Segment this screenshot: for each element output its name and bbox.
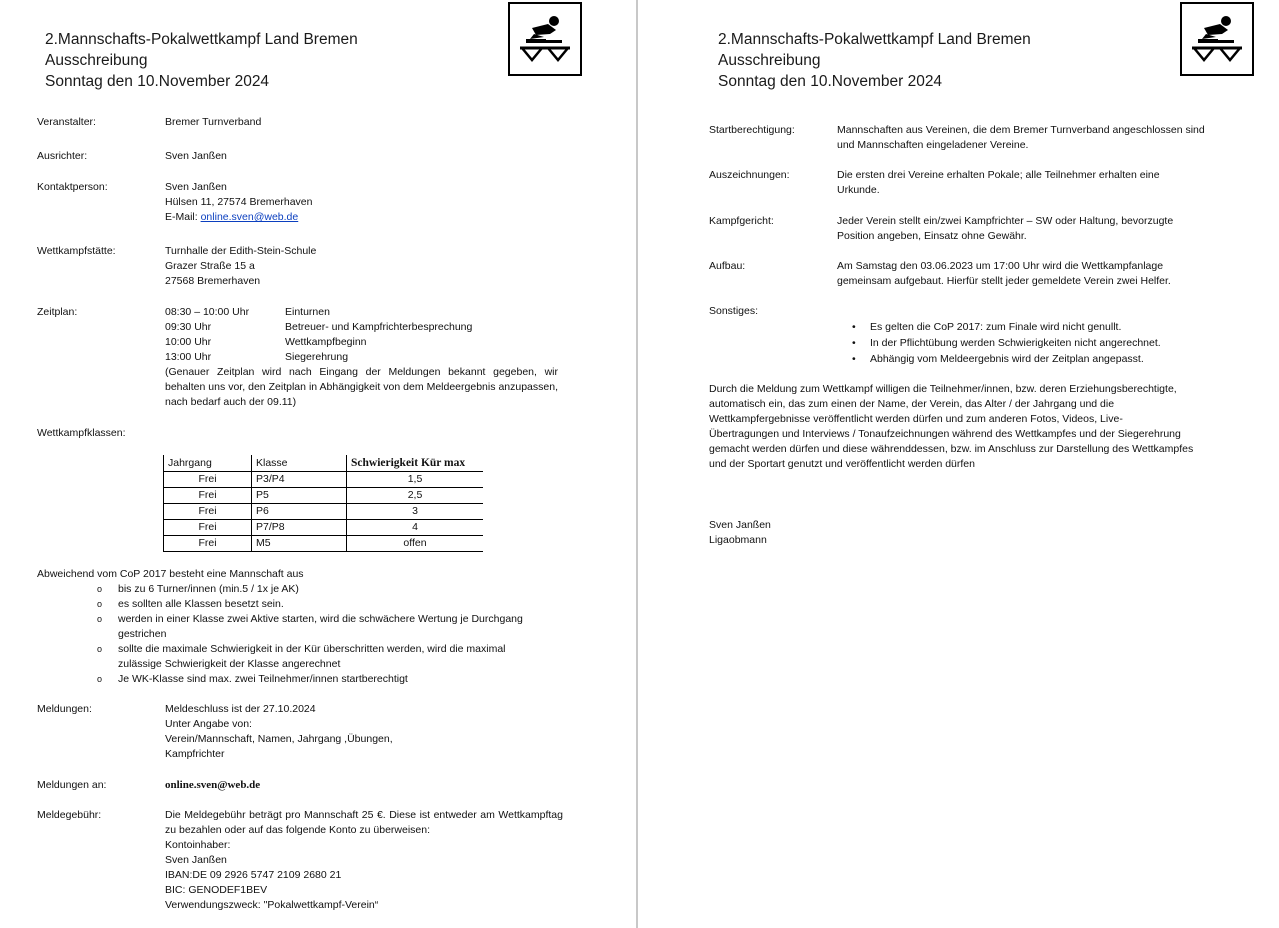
venue-street: Grazer Straße 15 a — [165, 260, 255, 272]
bullet-icon: • — [852, 353, 856, 365]
text-line: gemacht werden dürfen und diese währenddessen, bzw. im Anschluss zur Darstellung des Wettkampfes — [709, 443, 1194, 455]
schedule-event: Wettkampfbeginn — [285, 336, 367, 348]
table-cell: P5 — [252, 488, 347, 504]
value-ausrichter: Sven Janßen — [165, 150, 227, 162]
list-item — [97, 642, 537, 672]
iban: IBAN:DE 09 2926 5747 2109 2680 21 — [165, 869, 342, 881]
text-line: automatisch ein, das zum einen der Name, der Verein, das Alter / der Jahrgang und die — [709, 398, 1115, 410]
label-auszeichnungen: Auszeichnungen: — [709, 169, 790, 181]
table-cell: P7/P8 — [252, 520, 347, 536]
table-header-cell: Jahrgang — [164, 455, 252, 472]
page-header — [718, 29, 1031, 92]
trampoline-logo — [1180, 2, 1254, 76]
trampoline-icon — [510, 4, 580, 74]
label-kampfgericht: Kampfgericht: — [709, 215, 774, 227]
list-item — [848, 319, 1248, 335]
list-item-text: bis zu 6 Turner/innen (min.5 / 1x je AK) — [118, 583, 299, 595]
list-item-text: werden in einer Klasse zwei Aktive starten, wird die schwächere Wertung je Durchgang gestrichen — [118, 613, 523, 640]
list-item — [848, 351, 1248, 367]
schedule-time: 09:30 Uhr — [165, 321, 212, 333]
signature-name: Sven Janßen — [709, 519, 771, 531]
label-kontaktperson: Kontaktperson: — [37, 181, 108, 193]
text-line: Urkunde. — [837, 184, 880, 196]
value-meldegebuehr — [165, 808, 563, 913]
text-line: gemeinsam aufgebaut. Hierfür stellt jeder gemeldete Verein zwei Helfer. — [837, 275, 1171, 287]
page-header — [45, 29, 358, 92]
label-zeitplan: Zeitplan: — [37, 306, 78, 318]
label-aufbau: Aufbau: — [709, 260, 746, 272]
table-row — [164, 472, 484, 488]
registration-deadline: Meldeschluss ist der 27.10.2024 — [165, 703, 316, 715]
venue-city: 27568 Bremerhaven — [165, 275, 261, 287]
trampoline-icon — [1182, 4, 1252, 74]
account-holder-label: Kontoinhaber: — [165, 839, 231, 851]
header-date: Sonntag den 10.November 2024 — [718, 73, 943, 90]
email-prefix: E-Mail: — [165, 211, 201, 223]
list-item-text: In der Pflichtübung werden Schwierigkeiten nicht angerechnet. — [870, 337, 1161, 349]
value-startberechtigung — [837, 123, 1205, 153]
label-wettkampfklassen: Wettkampfklassen: — [37, 427, 126, 439]
text-line: Jeder Verein stellt ein/zwei Kampfrichter – SW oder Haltung, bevorzugte — [837, 215, 1174, 227]
label-meldungen: Meldungen: — [37, 703, 92, 715]
list-item-text: es sollten alle Klassen besetzt sein. — [118, 598, 284, 610]
circle-bullet-icon: o — [97, 614, 103, 624]
contact-email-line — [165, 210, 312, 225]
value-kampfgericht — [837, 214, 1173, 244]
text-line: Wettkampfergebnisse veröffentlicht werden dürfen und zum anderen Fotos, Videos, Live- — [709, 413, 1123, 425]
registration-email: online.sven@web.de — [165, 779, 261, 791]
contact-name: Sven Janßen — [165, 181, 227, 193]
label-meldegebuehr: Meldegebühr: — [37, 809, 102, 821]
account-holder-name: Sven Janßen — [165, 854, 227, 866]
list-item-text: Je WK-Klasse sind max. zwei Teilnehmer/innen startberechtigt — [118, 673, 408, 685]
table-cell: Frei — [164, 520, 252, 536]
schedule-row — [165, 305, 558, 320]
schedule-note: (Genauer Zeitplan wird nach Eingang der Meldungen bekannt gegeben, wir behalten uns vor, den Zeitplan in Abhängigkeit von dem Meldeergebnis anzupassen, nach bedarf auch der 09.11) — [165, 366, 558, 408]
table-cell: 2,5 — [347, 488, 484, 504]
list-item-text: sollte die maximale Schwierigkeit in der Kür überschritten werden, wird die maximal zulässige Schwierigkeit der Klasse angerechnet — [118, 643, 506, 670]
header-date: Sonntag den 10.November 2024 — [45, 73, 270, 90]
circle-bullet-icon: o — [97, 644, 103, 654]
value-auszeichnungen — [837, 168, 1160, 198]
value-veranstalter: Bremer Turnverband — [165, 116, 262, 128]
circle-bullet-icon: o — [97, 584, 103, 594]
table-cell: P6 — [252, 504, 347, 520]
email-link[interactable]: online.sven@web.de — [200, 211, 299, 223]
header-subtitle: Ausschreibung — [45, 52, 148, 69]
registration-hint: Unter Angabe von: — [165, 718, 252, 730]
table-row — [164, 520, 484, 536]
list-item — [97, 612, 537, 642]
list-item-text: Abhängig vom Meldeergebnis wird der Zeitplan angepasst. — [870, 353, 1144, 365]
label-meldungen-an: Meldungen an: — [37, 779, 107, 791]
trampoline-logo — [508, 2, 582, 76]
table-cell: M5 — [252, 536, 347, 552]
table-cell: offen — [347, 536, 484, 552]
value-aufbau — [837, 259, 1171, 289]
table-cell: Frei — [164, 536, 252, 552]
schedule — [165, 305, 558, 410]
schedule-row — [165, 350, 558, 365]
document-page-2 — [638, 0, 1279, 928]
schedule-event: Siegerehrung — [285, 351, 349, 363]
schedule-event: Betreuer- und Kampfrichterbesprechung — [285, 321, 473, 333]
circle-bullet-icon: o — [97, 599, 103, 609]
classes-table — [163, 455, 483, 552]
schedule-event: Einturnen — [285, 306, 330, 318]
label-ausrichter: Ausrichter: — [37, 150, 88, 162]
schedule-row — [165, 335, 558, 350]
label-startberechtigung: Startberechtigung: — [709, 124, 795, 136]
text-line: Übertragungen und Interviews / Tonaufzeichnungen während des Wettkampfes und der Siegerehrung — [709, 428, 1181, 440]
schedule-time: 08:30 – 10:00 Uhr — [165, 306, 250, 318]
table-row — [164, 536, 484, 552]
table-cell: 1,5 — [347, 472, 484, 488]
schedule-time: 10:00 Uhr — [165, 336, 212, 348]
text-line: Mannschaften aus Vereinen, die dem Bremer Turnverband angeschlossen sind — [837, 124, 1205, 136]
signature-title: Ligaobmann — [709, 534, 767, 546]
value-kontaktperson — [165, 180, 312, 225]
list-item — [97, 672, 537, 687]
registration-judges: Kampfrichter — [165, 748, 225, 760]
value-meldungen — [165, 702, 393, 762]
value-wettkampfstaette — [165, 244, 316, 289]
schedule-time: 13:00 Uhr — [165, 351, 212, 363]
text-line: und der Sportart genutzt und veröffentlicht werden dürfen — [709, 458, 975, 470]
consent-paragraph — [709, 382, 1193, 472]
table-header-row — [164, 455, 484, 472]
bullet-icon: • — [852, 321, 856, 333]
list-item — [97, 582, 537, 597]
document-page-1 — [0, 0, 636, 928]
table-cell: Frei — [164, 488, 252, 504]
list-item — [848, 335, 1248, 351]
label-sonstiges: Sonstiges: — [709, 305, 759, 317]
table-row — [164, 504, 484, 520]
text-line: Die ersten drei Vereine erhalten Pokale; alle Teilnehmer erhalten eine — [837, 169, 1160, 181]
header-title: 2.Mannschafts-Pokalwettkampf Land Bremen — [45, 31, 358, 48]
contact-address: Hülsen 11, 27574 Bremerhaven — [165, 196, 313, 208]
table-cell: 4 — [347, 520, 484, 536]
table-row — [164, 488, 484, 504]
circle-bullet-icon: o — [97, 674, 103, 684]
cop-list — [97, 582, 537, 687]
text-line: Durch die Meldung zum Wettkampf willigen die Teilnehmer/innen, bzw. deren Erziehungsberechtigte, — [709, 383, 1177, 395]
header-subtitle: Ausschreibung — [718, 52, 821, 69]
registration-fields: Verein/Mannschaft, Namen, Jahrgang ,Übungen, — [165, 733, 393, 745]
bic: BIC: GENODEF1BEV — [165, 884, 268, 896]
table-header-cell: Schwierigkeit Kür max — [347, 455, 484, 472]
text-line: Position angeben, Einsatz ohne Gewähr. — [837, 230, 1027, 242]
list-item-text: Es gelten die CoP 2017: zum Finale wird nicht genullt. — [870, 321, 1122, 333]
label-veranstalter: Veranstalter: — [37, 116, 96, 128]
list-item — [97, 597, 537, 612]
venue-name: Turnhalle der Edith-Stein-Schule — [165, 245, 317, 257]
signature — [709, 518, 771, 548]
fee-text: Die Meldegebühr beträgt pro Mannschaft 25 €. Diese ist entweder am Wettkampftag zu bezahlen oder auf das folgende Konto zu überweisen: — [165, 809, 563, 836]
misc-list — [848, 319, 1248, 367]
table-cell: Frei — [164, 472, 252, 488]
table-cell: P3/P4 — [252, 472, 347, 488]
table-cell: 3 — [347, 504, 484, 520]
bullet-icon: • — [852, 337, 856, 349]
cop-intro: Abweichend vom CoP 2017 besteht eine Mannschaft aus — [37, 568, 304, 580]
label-wettkampfstaette: Wettkampfstätte: — [37, 245, 116, 257]
header-title: 2.Mannschafts-Pokalwettkampf Land Bremen — [718, 31, 1031, 48]
text-line: und Mannschaften eingeladener Vereine. — [837, 139, 1029, 151]
text-line: Am Samstag den 03.06.2023 um 17:00 Uhr wird die Wettkampfanlage — [837, 260, 1164, 272]
payment-reference: Verwendungszweck: "Pokalwettkampf-Verein“ — [165, 899, 379, 911]
table-cell: Frei — [164, 504, 252, 520]
schedule-row — [165, 320, 558, 335]
table-header-cell: Klasse — [252, 455, 347, 472]
